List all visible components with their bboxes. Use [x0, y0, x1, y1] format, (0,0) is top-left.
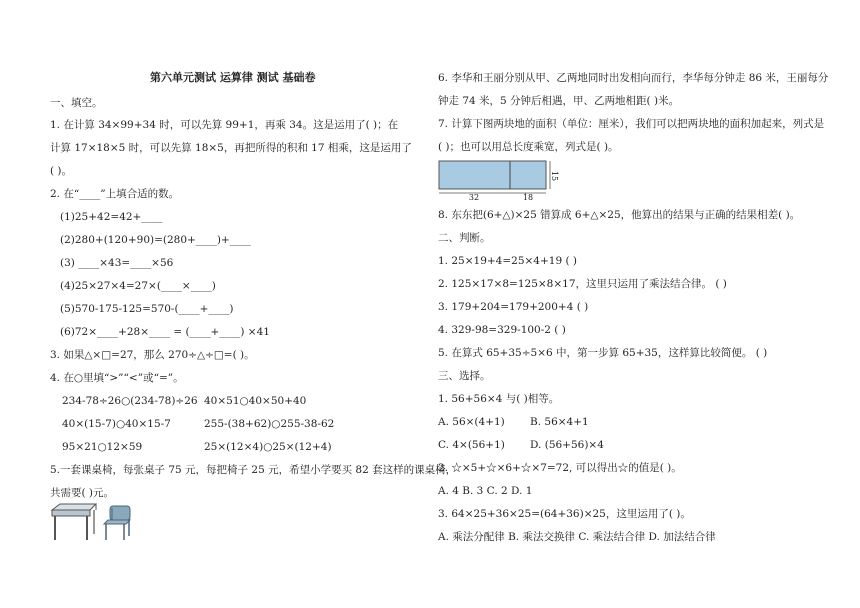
judge-item-1: 1. 25×19+4=25×4+19 ( ) [438, 255, 578, 267]
choice-1-option-d: D. (56+56)×4 [530, 439, 604, 451]
q3-text: 3. 如果△×□=27，那么 270÷△÷□=( )。 [50, 349, 255, 361]
choice-3-options: A. 乘法分配律 B. 乘法交换律 C. 乘法结合律 D. 加法结合律 [438, 531, 716, 543]
q1-line-1: 1. 在计算 34×99+34 时，可以先算 99+1，再乘 34。这是运用了( )；在 [50, 119, 399, 131]
q7-line-1: 7. 计算下图两块地的面积（单位：厘米），我们可以把两块地的面积加起来，列式是 [438, 118, 825, 130]
q2-item-4: (4)25×27×4=27×(____×____) [60, 280, 216, 292]
q8-text: 8. 东东把(6+△)×25 错算成 6+△×25，他算出的结果与正确的结果相差( )。 [438, 209, 801, 221]
choice-1-option-a: A. 56×(4+1) [438, 416, 505, 428]
choice-1-option-b: B. 56×4+1 [530, 416, 589, 428]
section-fill-heading: 一、填空。 [50, 97, 103, 109]
judge-item-5: 5. 在算式 65+35÷5×6 中，第一步算 65+35，这样算比较简便。 ( ) [438, 347, 768, 359]
q2-text: 2. 在“____”上填合适的数。 [50, 188, 180, 200]
judge-item-3: 3. 179+204=179+200+4 ( ) [438, 301, 589, 313]
q1-line-3: ( )。 [50, 165, 73, 177]
q2-item-6: (6)72×____+28×____ = (____+____) ×41 [60, 326, 270, 338]
q5-line-1: 5.一套课桌椅，每张桌子 75 元，每把椅子 25 元，希望小学要买 82 套这样的课桌椅， [50, 464, 457, 476]
judge-item-4: 4. 329-98=329-100-2 ( ) [438, 324, 566, 336]
desk-and-chair-picture [50, 502, 136, 545]
choice-2-text: 2. ☆×5+☆×6+☆×7=72, 可以得出☆的值是( )。 [438, 462, 682, 474]
q6-line-2: 钟走 74 米，5 分钟后相遇，甲、乙两地相距( )米。 [438, 95, 680, 107]
q4-row2-right: 255-(38+62)○255-38-62 [204, 418, 335, 430]
figure-height-label: 15 [550, 170, 559, 182]
q2-item-5: (5)570-175-125=570-(____+____) [60, 303, 234, 315]
q5-line-2: 共需要( )元。 [50, 487, 115, 499]
choice-2-options: A. 4 B. 3 C. 2 D. 1 [438, 485, 533, 497]
q4-row3-right: 25×(12×4)○25×(12+4) [204, 441, 332, 453]
section-choice-heading: 三、选择。 [438, 370, 491, 382]
two-plots-figure [438, 159, 558, 204]
q4-row1-right: 40×51○40×50+40 [204, 395, 307, 407]
q4-row2-left: 40×(15-7)○40×15-7 [62, 418, 171, 430]
choice-3-text: 3. 64×25+36×25=(64+36)×25，这里运用了( )。 [438, 508, 691, 520]
page-title: 第六单元测试 运算律 测试 基础卷 [150, 71, 316, 84]
section-judge-heading: 二、判断。 [438, 232, 491, 244]
q6-line-1: 6. 李华和王丽分别从甲、乙两地同时出发相向而行，李华每分钟走 86 米，王丽每分 [438, 72, 829, 84]
choice-1-option-c: C. 4×(56+1) [438, 439, 505, 451]
q2-item-2: (2)280+(120+90)=(280+____)+____ [60, 234, 251, 246]
figure-width-label-2: 18 [522, 193, 534, 202]
q2-item-1: (1)25+42=42+____ [60, 211, 163, 223]
q4-row3-left: 95×21○12×59 [62, 441, 143, 453]
figure-width-label-1: 32 [468, 193, 480, 202]
q7-line-2: ( )；也可以用总长度乘宽，列式是( )。 [438, 141, 619, 153]
q4-row1-left: 234-78÷26○(234-78)÷26 [62, 395, 198, 407]
choice-1-text: 1. 56+56×4 与( )相等。 [438, 393, 560, 405]
q2-item-3: (3) ____×43=____×56 [60, 257, 174, 269]
q4-text: 4. 在○里填“>”“<”或“=”。 [50, 372, 184, 384]
q1-line-2: 计算 17×18×5 时，可以先算 18×5，再把所得的积和 17 相乘，这是运用了 [50, 142, 412, 154]
judge-item-2: 2. 125×17×8=125×8×17，这里只运用了乘法结合律。 ( ) [438, 278, 727, 290]
